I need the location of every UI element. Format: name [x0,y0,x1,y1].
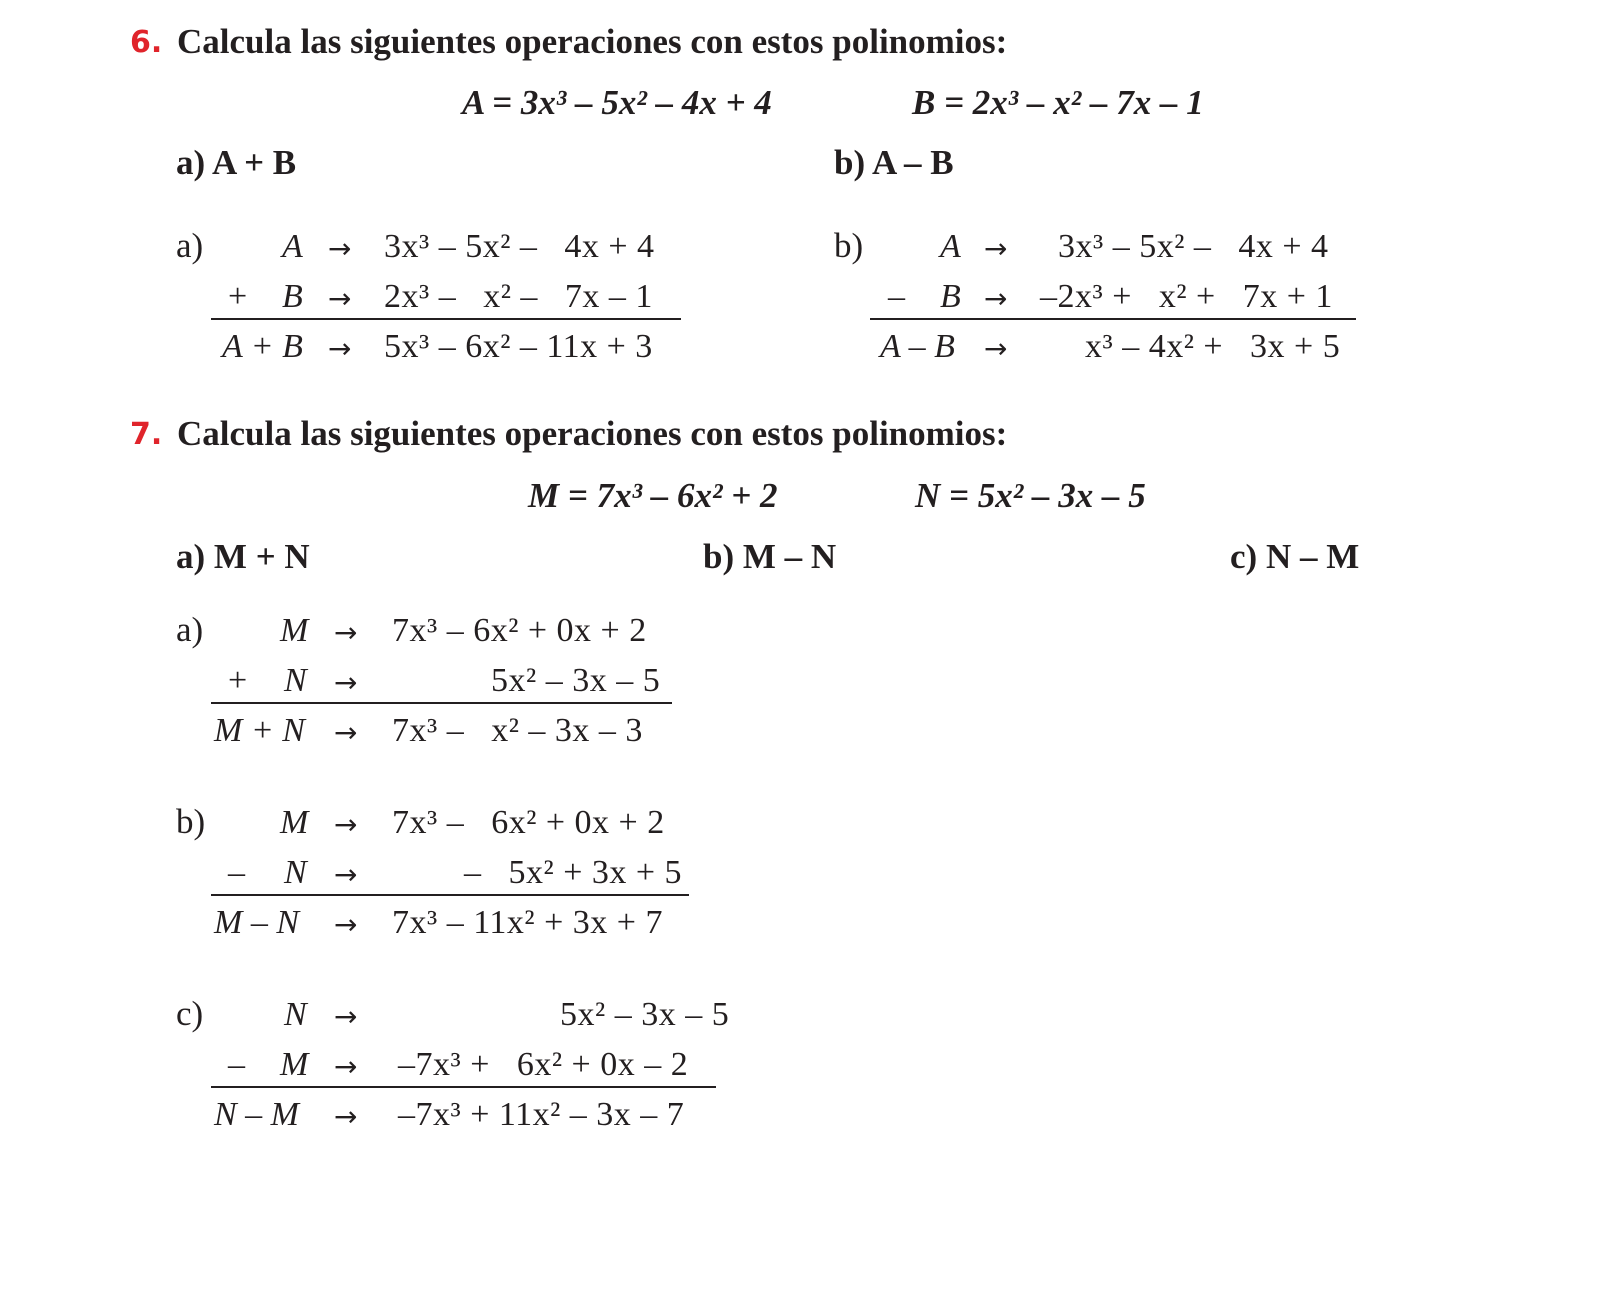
solution-label: b) [176,802,206,841]
polynomial-row: – 5x² + 3x + 5 [392,854,683,891]
polynomial-row: 7x³ – 6x² + 0x + 2 [392,804,665,841]
sum-rule [211,318,681,320]
exercise-number-7: 7. [130,417,163,452]
exercise-7-heading: Calcula las siguientes operaciones con estos polinomios: [177,414,1008,453]
operand-variable: N [284,996,307,1033]
arrow-icon: → [334,616,358,649]
operand-variable: M [280,804,309,841]
polynomial-row: 2x³ – x² – 7x – 1 [384,278,653,315]
part-c-prompt: c) N – M [1230,537,1360,576]
arrow-icon: → [328,282,352,315]
polynomial-row: 7x³ – 6x² + 0x + 2 [392,612,647,649]
difference-rule [870,318,1356,320]
part-a-prompt: a) A + B [176,143,297,182]
operand-variable: M [280,612,309,649]
difference-rule [211,1086,716,1088]
result-polynomial: 7x³ – 11x² + 3x + 7 [392,904,663,941]
operand-variable: N [284,662,307,699]
result-variable: M – N [214,904,299,941]
exercise-6-heading: Calcula las siguientes operaciones con estos polinomios: [177,22,1008,61]
polynomial-row: 5x² – 3x – 5 [392,662,661,699]
solution-label: a) [176,226,204,265]
operation-sign: – [228,1046,245,1083]
result-polynomial: –7x³ + 11x² – 3x – 7 [398,1096,685,1133]
result-polynomial: 5x³ – 6x² – 11x + 3 [384,328,653,365]
solution-label: b) [834,226,864,265]
part-a-prompt: a) M + N [176,537,310,576]
operand-variable: N [284,854,307,891]
operand-variable: M [280,1046,309,1083]
arrow-icon: → [328,232,352,265]
arrow-icon: → [334,716,358,749]
operation-sign: + [228,278,248,315]
result-variable: A – B [880,328,955,365]
arrow-icon: → [334,858,358,891]
result-variable: A + B [222,328,303,365]
polynomial-row: 5x² – 3x – 5 [398,996,730,1033]
operand-variable: A [940,228,961,265]
operation-sign: – [228,854,245,891]
polynomial-n-definition: N = 5x² – 3x – 5 [915,476,1146,515]
result-polynomial: 7x³ – x² – 3x – 3 [392,712,643,749]
result-polynomial: x³ – 4x² + 3x + 5 [1040,328,1341,365]
operand-variable: B [940,278,961,315]
arrow-icon: → [334,808,358,841]
exercise-number-6: 6. [130,25,163,60]
arrow-icon: → [984,232,1008,265]
polynomial-a-definition: A = 3x³ – 5x² – 4x + 4 [462,83,772,122]
polynomial-m-definition: M = 7x³ – 6x² + 2 [528,476,778,515]
solution-label: c) [176,994,204,1033]
arrow-icon: → [334,1100,358,1133]
polynomial-row: 3x³ – 5x² – 4x + 4 [1040,228,1329,265]
polynomial-row: 3x³ – 5x² – 4x + 4 [384,228,655,265]
arrow-icon: → [334,1000,358,1033]
operand-variable: B [282,278,303,315]
difference-rule [211,894,689,896]
operation-sign: + [228,662,248,699]
result-variable: M + N [214,712,305,749]
polynomial-row: –2x³ + x² + 7x + 1 [1040,278,1333,315]
arrow-icon: → [984,332,1008,365]
arrow-icon: → [334,1050,358,1083]
arrow-icon: → [984,282,1008,315]
operand-variable: A [282,228,303,265]
arrow-icon: → [334,908,358,941]
arrow-icon: → [328,332,352,365]
part-b-prompt: b) A – B [834,143,954,182]
polynomial-b-definition: B = 2x³ – x² – 7x – 1 [912,83,1204,122]
solution-label: a) [176,610,204,649]
sum-rule [211,702,672,704]
polynomial-row: –7x³ + 6x² + 0x – 2 [398,1046,689,1083]
result-variable: N – M [214,1096,299,1133]
part-b-prompt: b) M – N [703,537,837,576]
arrow-icon: → [334,666,358,699]
operation-sign: – [888,278,905,315]
